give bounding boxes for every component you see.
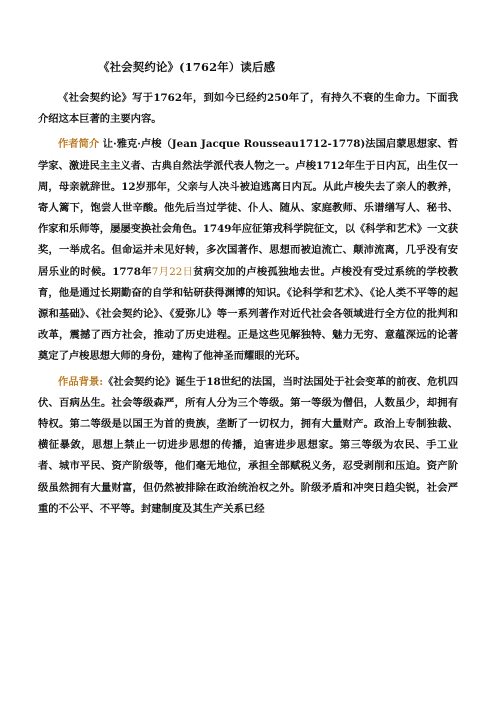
intro-paragraph [38, 88, 458, 130]
author-heading: 作者简介 [58, 138, 100, 151]
document-title: 《社会契约论》(1762年）读后感 [98, 60, 276, 74]
background-heading: 作品背景: [58, 375, 104, 388]
background-paragraph [38, 372, 458, 520]
background-text: 《社会契约论》诞生于18世纪的法国，当时法国处于社会变革的前夜、危机四伏、百病丛生。社会等级森严，所有人分为三个等级。第一等级为僧侣，人数虽少，却拥有特权。第二等级是以国王为首的贵族，垄断了一切权力，拥有大量财产。政治上专制独裁、横征暴敛，思想上禁止一切进步思想的传播，迫害进步思想家。第三等级为农民、手工业者、城市平民、资产阶级等，他们毫无地位，承担全部赋税义务，忍受剥削和压迫。资产阶级虽然拥有大量财富，但仍然被排除在政治统治权之外。阶级矛盾和冲突日趋尖锐，社会严重的不公平、不平等。封建制度及其生产关系已经 [38, 375, 459, 515]
author-text-after-date: 贫病交加的卢梭孤独地去世。卢梭没有受过系统的学校教育，他是通过长期勤奋的自学和钻研获得渊博的知识。《论科学和艺术》、《论人类不平等的起源和基础》、《社会契约论》、《爱弥儿》等一系列著作对近代社会各领域进行全方位的批判和改革，震撼了西方社会，推动了历史进程。正是这些见解独特、魅力无穷、意蕴深远的论著奠定了卢梭思想大师的身份，建构了他神圣而耀眼的光环。 [38, 265, 458, 363]
intro-text: 《社会契约论》写于1762年，到如今已经约250年了，有持久不衰的生命力。下面我介绍这本巨著的主要内容。 [38, 92, 458, 126]
author-text-before-date: 让·雅克·卢梭（Jean Jacque Rousseau1712-1778)法国启蒙思想家、哲学家、激进民主主义者、古典自然法学派代表人物之一。卢梭1712年生于日内瓦，出生仅一周，母亲就辞世。12岁那年，父亲与人决斗被迫逃离日内瓦。从此卢梭失去了亲人的教养，寄人篱下，饱尝人世辛酸。他先后当过学徒、仆人、随从、家庭教师、乐谱缮写人、秘书、作家和乐师等，屡屡变换社会角色。1749年应征第戎科学院征文，以《科学和艺术》一文获奖，一举成名。但命运并未见好转，多次国著作、思想而被迫流亡、颠沛流离，几乎没有安居乐业的时候。1778年 [38, 138, 459, 278]
author-paragraph [38, 134, 458, 367]
author-death-date: 7月22日 [151, 265, 194, 278]
